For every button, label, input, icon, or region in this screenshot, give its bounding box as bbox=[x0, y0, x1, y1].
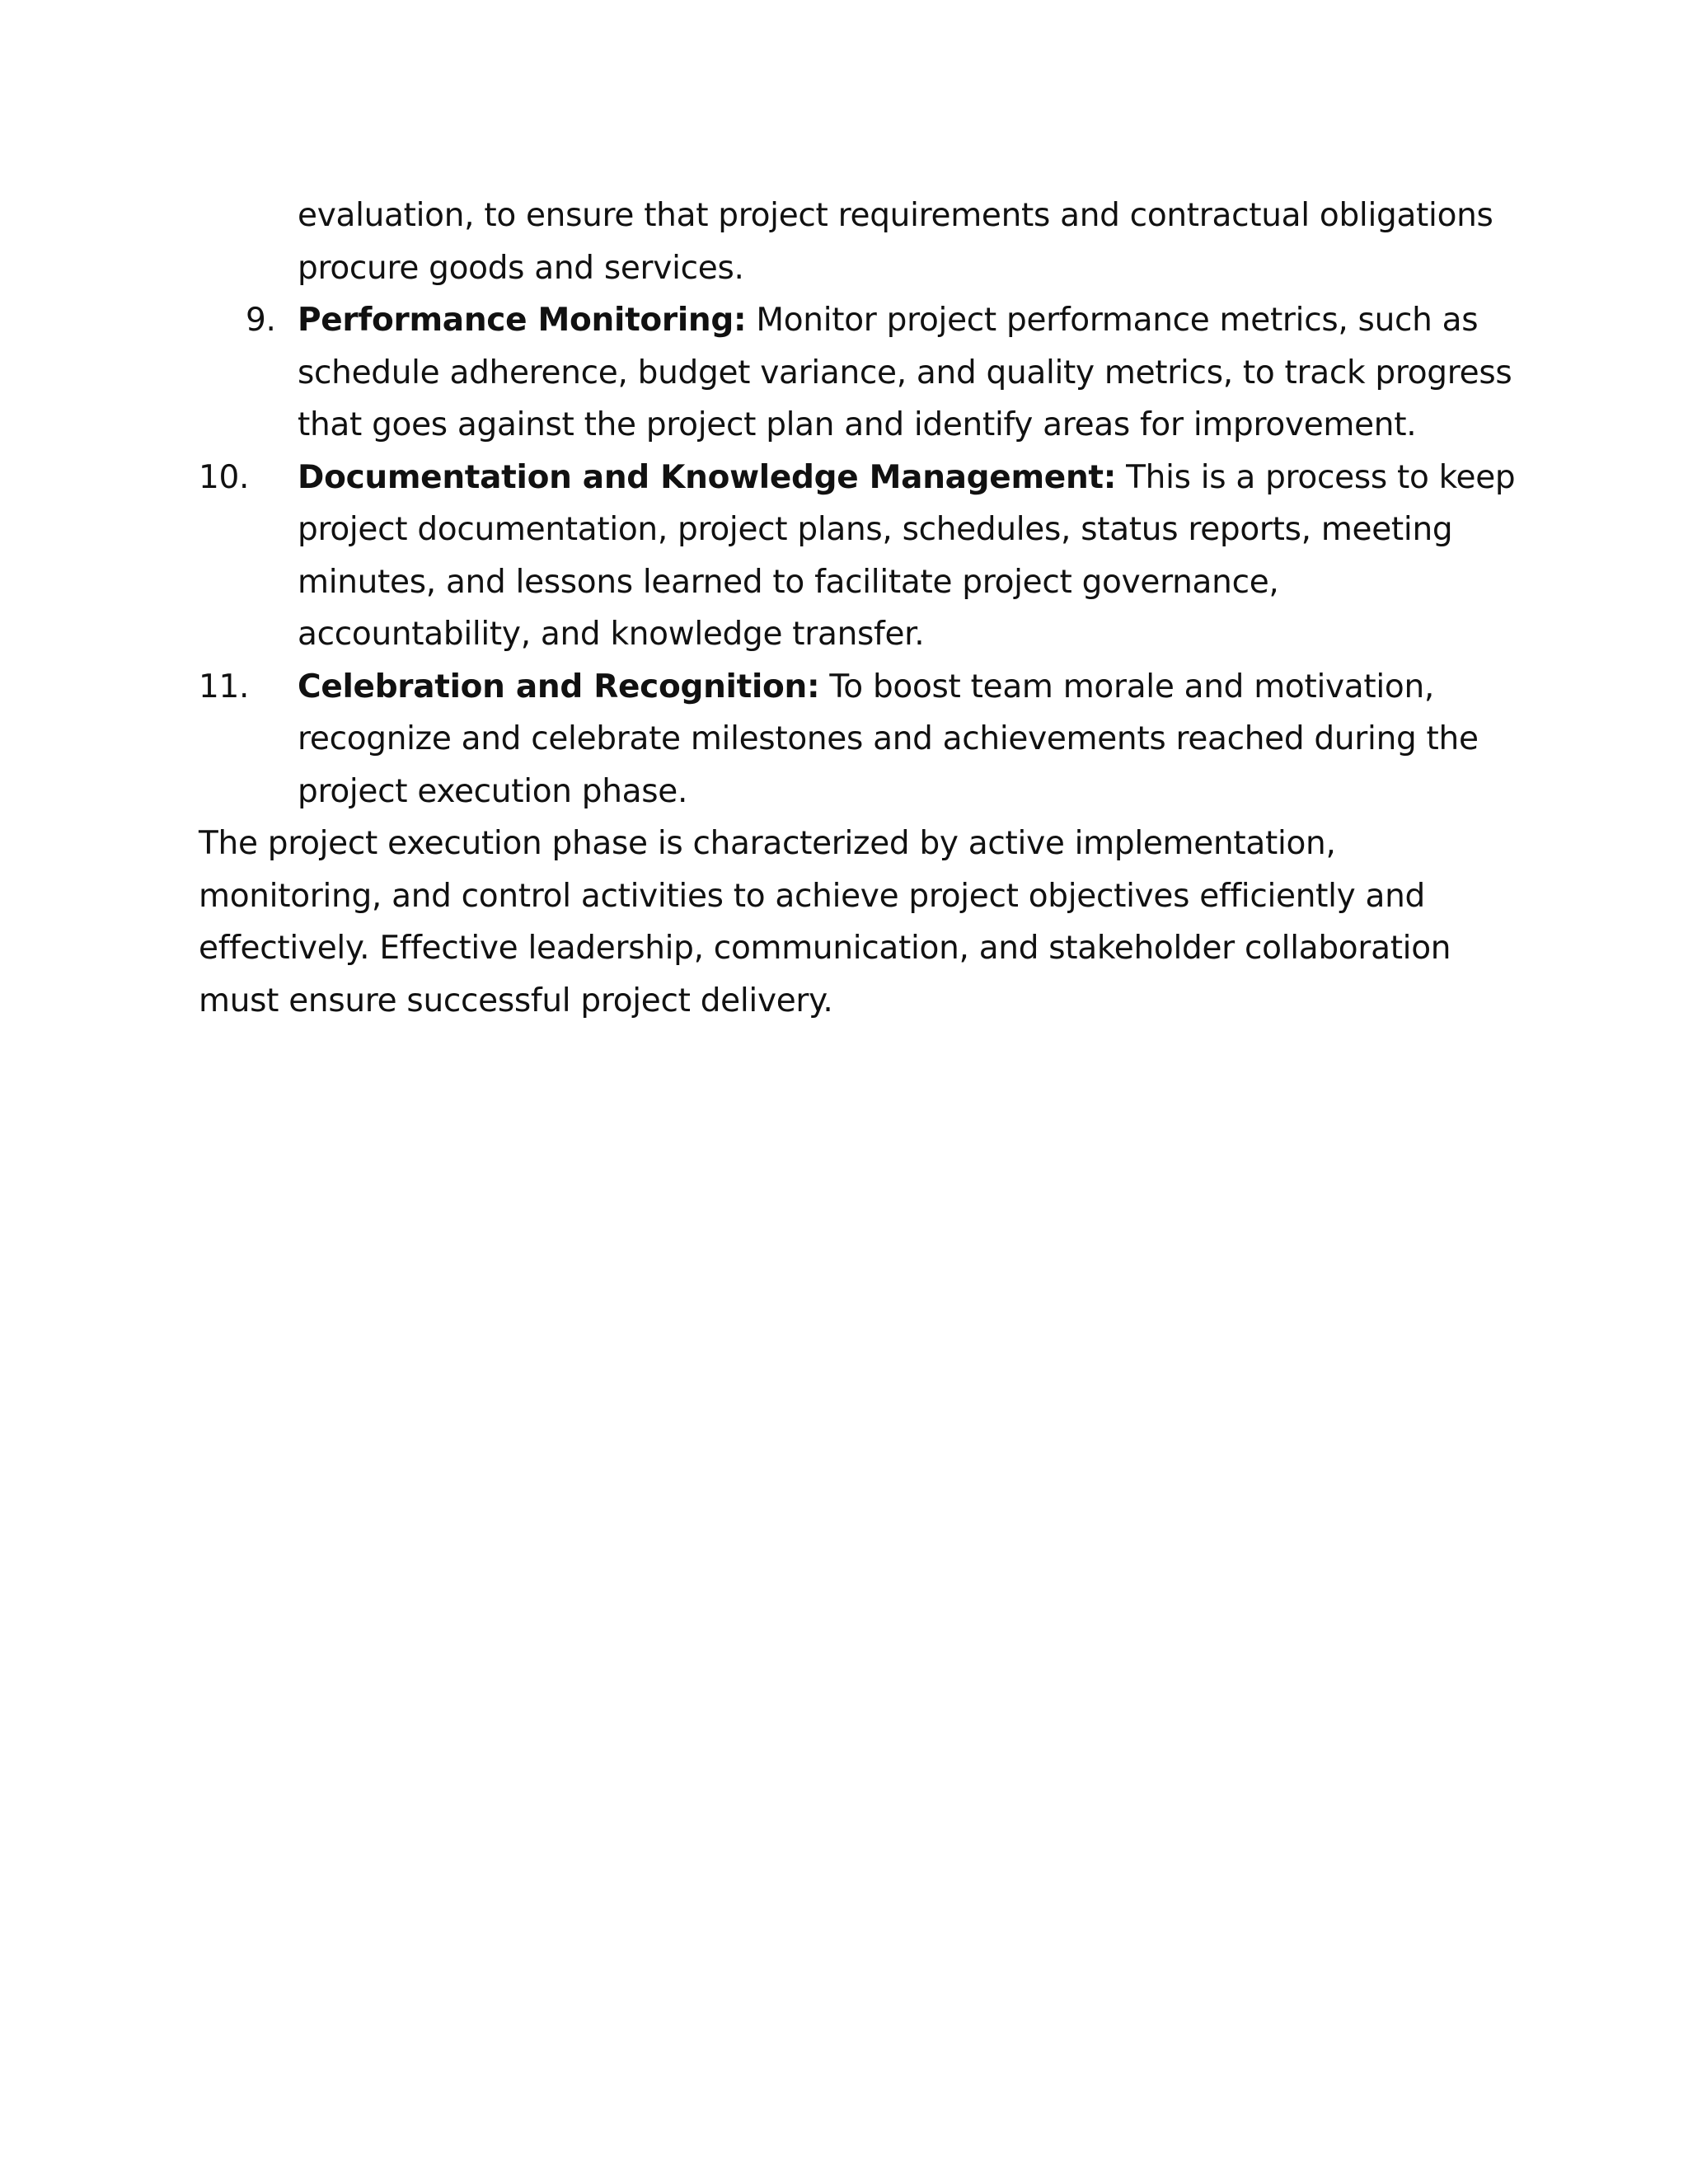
list-item-documentation-knowledge-management bbox=[199, 452, 1517, 661]
list-number: 9. bbox=[246, 302, 276, 339]
numbered-list bbox=[199, 294, 1517, 818]
list-item-term: Performance Monitoring: bbox=[298, 302, 747, 339]
list-item-term: Documentation and Knowledge Management: bbox=[298, 458, 1117, 496]
list-item-celebration-recognition bbox=[199, 661, 1517, 818]
list-item-performance-monitoring bbox=[199, 294, 1517, 452]
list-number: 11. bbox=[199, 668, 250, 705]
document-body bbox=[199, 190, 1517, 1027]
list-item-description: To boost team morale and motivation, recognize and celebrate milestones and achievements reached during the project execution phase. bbox=[298, 668, 1479, 810]
continued-list-item-text: evaluation, to ensure that project requirements and contractual obligations procure goods and services. bbox=[298, 197, 1493, 287]
list-number: 10. bbox=[199, 458, 250, 496]
list-item-description: Monitor project performance metrics, such as schedule adherence, budget variance, and quality metrics, to track progress that goes against the project plan and identify areas for improvement. bbox=[298, 302, 1512, 443]
summary-paragraph: The project execution phase is characterized by active implementation, monitoring, and control activities to achieve project objectives efficiently and effectively. Effective leadership, communication, and stakeholder collaboration must ensure successful project delivery. bbox=[199, 825, 1451, 1019]
list-item-description: This is a process to keep project documentation, project plans, schedules, status reports, meeting minutes, and lessons learned to facilitate project governance, accountability, and knowledge transfer. bbox=[298, 458, 1516, 653]
list-item-term: Celebration and Recognition: bbox=[298, 668, 820, 705]
